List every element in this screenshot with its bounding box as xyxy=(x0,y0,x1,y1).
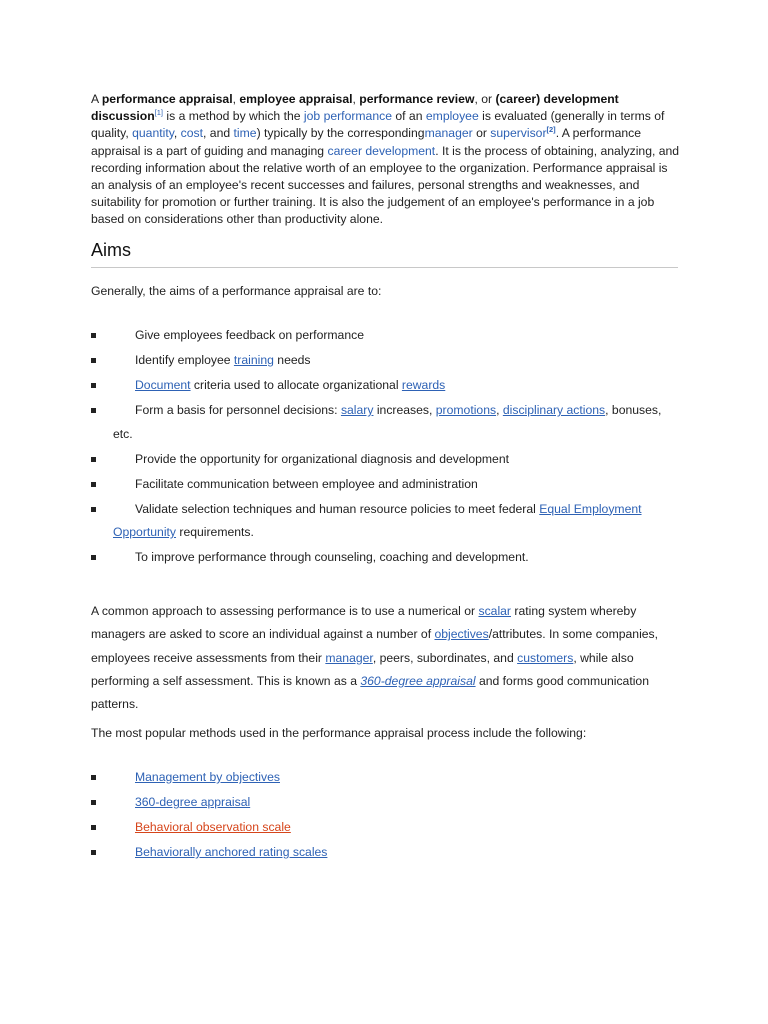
methods-list xyxy=(91,766,327,866)
list-item-continuation: Opportunity requirements. xyxy=(113,525,254,539)
term-employee-appraisal: employee appraisal xyxy=(239,92,353,106)
heading-divider xyxy=(91,267,678,268)
link-document[interactable]: Document xyxy=(135,378,191,392)
list-item xyxy=(91,791,327,815)
link-customers[interactable]: customers xyxy=(517,650,574,665)
list-item: Facilitate communication between employee and administration xyxy=(91,473,686,497)
link-job-performance[interactable]: job performance xyxy=(303,109,392,124)
link-time[interactable]: time xyxy=(233,126,257,141)
list-item xyxy=(91,816,327,840)
section-heading-aims: Aims xyxy=(91,240,131,260)
bullet-square-icon xyxy=(91,383,96,388)
link-disciplinary-actions[interactable]: disciplinary actions xyxy=(502,403,606,417)
bullet-square-icon xyxy=(91,358,96,363)
link-equal-employment-opportunity[interactable]: Opportunity xyxy=(113,525,177,539)
list-item xyxy=(91,766,327,790)
bullet-square-icon xyxy=(91,482,96,487)
aims-lead-text: Generally, the aims of a performance appraisal are to: xyxy=(91,284,382,298)
link-manager-2[interactable]: manager xyxy=(325,650,373,665)
link-360-degree-appraisal[interactable]: 360-degree appraisal xyxy=(360,673,476,688)
link-training[interactable]: training xyxy=(233,353,274,367)
link-supervisor[interactable]: supervisor xyxy=(490,126,547,141)
link-behavioral-observation-scale[interactable]: Behavioral observation scale xyxy=(135,820,291,834)
list-item: Give employees feedback on performance xyxy=(91,324,686,348)
bullet-square-icon xyxy=(91,555,96,560)
link-objectives[interactable]: objectives xyxy=(434,627,489,642)
term-development-discussion: (career) development discussion xyxy=(91,92,619,124)
link-behaviorally-anchored-rating-scales[interactable]: Behaviorally anchored rating scales xyxy=(135,845,328,859)
intro-paragraph: A performance appraisal, employee appraisal, performance review, or (career) development discussion[1] is a method by which the job performance of an employee is evaluated (generally in terms of quality, quantity, cost, and time) typically by the correspondingmanager or supervisor[2]. A performance appraisal is a part of guiding and managing career development. It is the process of obtaining, analyzing, and recording information about the relative worth of an employee to the organization. Performance appraisal is an analysis of an employee's recent successes and failures, personal strengths and weaknesses, and suitability for promotion or further training. It is also the judgement of an employee's performance in a job based on considerations other than productivity alone. xyxy=(91,92,680,227)
bullet-square-icon xyxy=(91,825,96,830)
bullet-square-icon xyxy=(91,507,96,512)
list-item: Validate selection techniques and human resource policies to meet federal Equal Employment Opportunity requirements. xyxy=(91,498,686,545)
link-career-development[interactable]: career development xyxy=(327,143,436,158)
list-item: Identify employee training needs xyxy=(91,349,686,373)
term-performance-appraisal: performance appraisal xyxy=(101,92,233,106)
list-item: Document criteria used to allocate organizational rewards xyxy=(91,374,686,398)
list-item: Provide the opportunity for organizational diagnosis and development xyxy=(91,448,686,472)
link-salary[interactable]: salary xyxy=(340,403,374,417)
reference-link-1[interactable]: [1] xyxy=(154,108,164,118)
bullet-square-icon xyxy=(91,457,96,462)
aims-list xyxy=(91,324,686,571)
link-manager[interactable]: manager xyxy=(424,126,473,141)
bullet-square-icon xyxy=(91,333,96,338)
bullet-square-icon xyxy=(91,850,96,855)
common-approach-paragraph: A common approach to assessing performance is to use a numerical or scalar rating system whereby managers are asked to score an individual against a number of objectives/attributes. In some companies, employees receive assessments from their manager, peers, subordinates, and customers, while also performing a self assessment. This is known as a 360-degree appraisal and forms good communication patterns. xyxy=(91,604,659,712)
term-performance-review: performance review xyxy=(359,92,475,106)
link-rewards[interactable]: rewards xyxy=(401,378,446,392)
bullet-square-icon xyxy=(91,775,96,780)
bullet-square-icon xyxy=(91,408,96,413)
reference-link-2[interactable]: [2] xyxy=(546,125,556,135)
link-quantity[interactable]: quantity xyxy=(132,126,174,141)
link-equal-employment[interactable]: Equal Employment xyxy=(539,501,642,516)
link-promotions[interactable]: promotions xyxy=(435,403,497,417)
bullet-square-icon xyxy=(91,800,96,805)
link-cost[interactable]: cost xyxy=(180,126,204,141)
link-360-degree-appraisal-method[interactable]: 360-degree appraisal xyxy=(135,795,251,809)
popular-methods-lead: The most popular methods used in the performance appraisal process include the following: xyxy=(91,726,587,740)
link-scalar[interactable]: scalar xyxy=(478,604,511,618)
list-item: To improve performance through counseling, coaching and development. xyxy=(91,546,686,570)
list-item xyxy=(91,841,327,865)
list-item-continuation: etc. xyxy=(113,426,133,441)
list-item: Form a basis for personnel decisions: salary increases, promotions, disciplinary actions, bonuses, etc. xyxy=(91,399,686,446)
link-employee[interactable]: employee xyxy=(425,109,479,124)
link-management-by-objectives[interactable]: Management by objectives xyxy=(135,770,280,784)
